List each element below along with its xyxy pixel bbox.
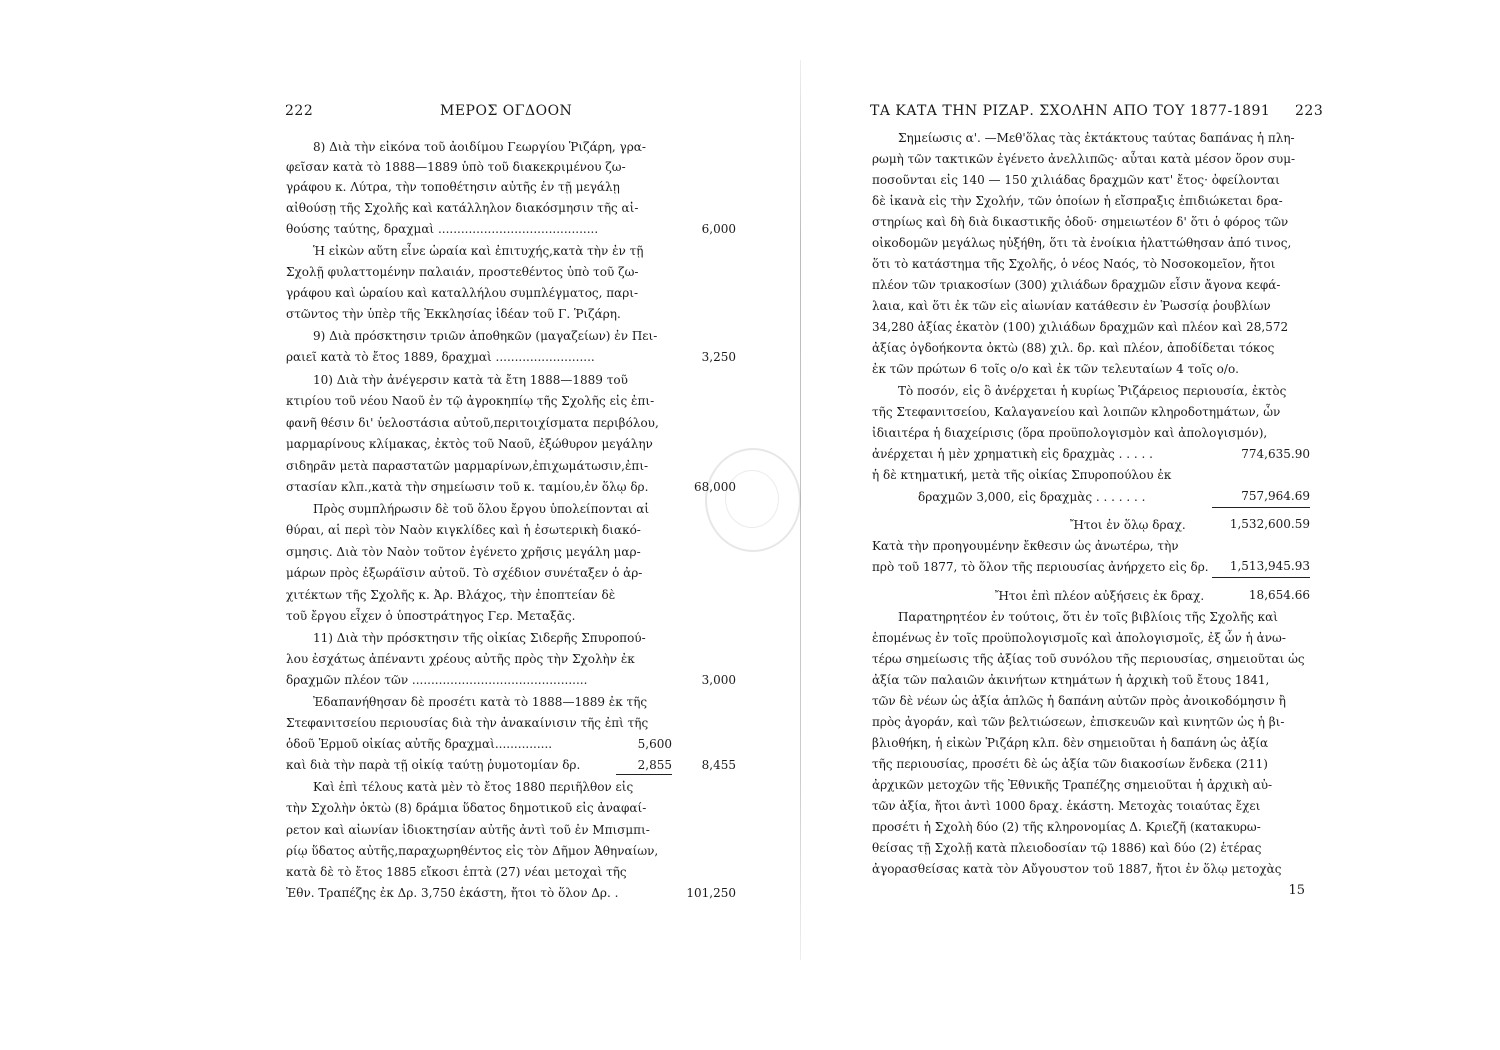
text-line: βλιοθήκη, ἡ εἰκὼν Ῥιζάρη κλπ. δὲν σημειοῦται ἡ δαπάνη ὡς ἀξία: [872, 736, 1269, 750]
text-line: θύραι, αἱ περὶ τὸν Ναὸν κιγκλίδες καὶ ἡ ἐσωτερικὴ διακό-: [286, 523, 641, 537]
text-line: 34,280 ἀξίας ἑκατὸν (100) χιλιάδων δραχμῶν καὶ πλέον καὶ 28,572: [872, 320, 1289, 334]
text-line: λαια, καὶ ὅτι ἐκ τῶν εἰς αἰωνίαν κατάθεσιν ἐν Ῥωσσίᾳ ῥουβλίων: [872, 299, 1271, 313]
sum-rule: [616, 774, 672, 775]
amount: 774,635.90: [1241, 447, 1310, 461]
text-line: Ἤτοι ἐν ὅλῳ δραχ.: [1070, 518, 1186, 532]
text-line: ρίῳ ὕδατος αὐτῆς,παραχωρηθέντος εἰς τὸν Δῆμον Ἀθηναίων,: [286, 844, 659, 858]
text-line: ἀγορασθείσας κατὰ τὸν Αὔγουστον τοῦ 1887, ἤτοι ἐν ὅλῳ μετοχὰς: [872, 862, 1282, 876]
text-line: σμησις. Διὰ τὸν Ναὸν τοῦτον ἐγένετο χρῆσις μεγάλη μαρ-: [286, 545, 641, 559]
text-line: τῶν δὲ νέων ὡς ἀξία ἁπλῶς ἡ δαπάνη αὐτῶν πρὸς ἀνοικοδόμησιν ἢ: [872, 694, 1286, 708]
left-running-head: ΜΕΡΟΣ ΟΓΔΟΟΝ: [440, 103, 573, 119]
text-line: ἰδιαιτέρα ἡ διαχείρισις (ὅρα προϋπολογισμὸν καὶ ἀπολογισμόν),: [872, 426, 1268, 440]
sum-rule: [1212, 577, 1310, 578]
right-page: [780, 0, 1500, 1050]
amount: 18,654.66: [1248, 588, 1310, 602]
sum-rule: [1212, 507, 1310, 508]
text-line: καὶ διὰ τὴν παρὰ τῇ οἰκίᾳ ταύτῃ ῥυμοτομίαν δρ.: [286, 758, 581, 772]
amount: 5,600: [637, 737, 672, 751]
amount: 6,000: [701, 222, 736, 236]
amount: 8,455: [701, 758, 736, 772]
text-line: Καὶ ἐπὶ τέλους κατὰ μὲν τὸ ἔτος 1880 περιῆλθον εἰς: [313, 780, 634, 794]
text-line: θούσης ταύτης, δραχμαὶ ..........................................: [286, 222, 599, 236]
text-line: γράφου καὶ ὡραίου καὶ καταλλήλου συμπλέγματος, παρι-: [286, 286, 639, 300]
text-line: δραχμῶν πλέον τῶν ..............................................: [286, 673, 588, 687]
text-line: μαρμαρίνους κλίμακας, ἐκτὸς τοῦ Ναοῦ, ἐξώθυρον μεγάλην: [286, 437, 653, 451]
text-line: σιδηρᾶν μετὰ παραστατῶν μαρμαρίνων,ἐπιχωμάτωσιν,ἐπι-: [286, 459, 649, 473]
text-line: κατὰ δὲ τὸ ἔτος 1885 εἴκοσι ἑπτὰ (27) νέαι μετοχαὶ τῆς: [286, 865, 627, 879]
text-line: στασίαν κλπ.,κατὰ τὴν σημείωσιν τοῦ κ. ταμίου,ἐν ὅλῳ δρ.: [286, 480, 649, 494]
text-line: πλέον τῶν τριακοσίων (300) χιλιάδων δραχμῶν εἶσιν ἄγονα κεφά-: [872, 278, 1281, 292]
text-line: Σχολῇ φυλαττομένην παλαιάν, προστεθέντος ὑπὸ τοῦ ζω-: [286, 265, 639, 279]
text-line: χιτέκτων τῆς Σχολῆς κ. Ἀρ. Βλάχος, τὴν ἐποπτείαν δὲ: [286, 588, 616, 602]
amount: 101,250: [686, 886, 736, 900]
text-line: ὁδοῦ Ἑρμοῦ οἰκίας αὐτῆς δραχμαὶ...............: [286, 737, 553, 751]
text-line: θείσας τῇ Σχολῇ κατὰ πλειοδοσίαν τῷ 1886) καὶ δύο (2) ἑτέρας: [872, 841, 1262, 855]
text-line: Σημείωσις α'. —Μεθ'ὅλας τὰς ἐκτάκτους ταύτας δαπάνας ἡ πλη-: [898, 131, 1295, 145]
text-line: μάρων πρὸς ἐξωράϊσιν αὐτοῦ. Τὸ σχέδιον συνέταξεν ὁ ἀρ-: [286, 566, 643, 580]
text-line: λου ἐσχάτως ἀπέναντι χρέους αὐτῆς πρὸς τὴν Σχολὴν ἐκ: [286, 652, 635, 666]
text-line: Στεφανιτσείου περιουσίας διὰ τὴν ἀνακαίνισιν τῆς ἐπὶ τῆς: [286, 716, 649, 730]
text-line: στηρίως καὶ δὴ διὰ δικαστικῆς ὁδοῦ· σημειωτέον δ' ὅτι ὁ φόρος τῶν: [872, 215, 1289, 229]
text-line: Ἐδαπανήθησαν δὲ προσέτι κατὰ τὸ 1888—1889 ἐκ τῆς: [313, 695, 648, 709]
text-line: ποσοῦνται εἰς 140 — 150 χιλιάδας δραχμῶν κατ' ἔτος· ὀφείλονται: [872, 173, 1280, 187]
text-line: ἐκ τῶν πρώτων 6 τοῖς ο/ο καὶ ἐκ τῶν τελευταίων 4 τοῖς ο/ο.: [872, 362, 1239, 376]
text-line: 9) Διὰ πρόσκτησιν τριῶν ἀποθηκῶν (μαγαζείων) ἐν Πει-: [313, 329, 658, 343]
text-line: δὲ ἱκανὰ εἰς τὴν Σχολήν, τῶν ὁποίων ἡ εἴσπραξις ἐπιδιώκεται δρα-: [872, 194, 1283, 208]
text-line: φεῖσαν κατὰ τὸ 1888—1889 ὑπὸ τοῦ διακεκριμένου ζω-: [286, 160, 626, 174]
text-line: Ἡ εἰκὼν αὕτη εἶνε ὡραία καὶ ἐπιτυχής,κατὰ τὴν ἐν τῇ: [313, 244, 644, 258]
text-line: φανῆ θέσιν δι' ὑελοστάσια αὐτοῦ,περιτοιχίσματα περιβόλου,: [286, 416, 659, 430]
text-line: στῶντος τὴν ὑπὲρ τῆς Ἐκκλησίας ἰδέαν τοῦ Γ. Ῥιζάρη.: [286, 307, 621, 321]
amount: 757,964.69: [1241, 489, 1310, 503]
text-line: ἀρχικῶν μετοχῶν τῆς Ἐθνικῆς Τραπέζης σημειοῦται ἡ ἀρχικὴ αὐ-: [872, 778, 1273, 792]
text-line: ὅτι τὸ κατάστημα τῆς Σχολῆς, ὁ νέος Ναός, τὸ Νοσοκομεῖον, ἤτοι: [872, 257, 1276, 271]
text-line: Κατὰ τὴν προηγουμένην ἔκθεσιν ὡς ἀνωτέρω, τὴν: [872, 539, 1179, 553]
text-line: ἡ δὲ κτηματική, μετὰ τῆς οἰκίας Σπυροπούλου ἐκ: [872, 468, 1172, 482]
text-line: ἀξίας ὀγδοήκοντα ὀκτὼ (88) χιλ. δρ. καὶ πλέον, ἀποδίδεται τόκος: [872, 341, 1275, 355]
amount: 3,000: [701, 673, 736, 687]
amount: 68,000: [694, 480, 736, 494]
text-line: προσέτι ἡ Σχολὴ δύο (2) τῆς κληρονομίας Δ. Κριεζῆ (κατακυρω-: [872, 820, 1261, 834]
right-page-number: 223: [1295, 103, 1324, 119]
text-line: Ἤτοι ἐπὶ πλέον αὐξήσεις ἐκ δραχ.: [995, 589, 1205, 603]
text-line: 11) Διὰ τὴν πρόσκτησιν τῆς οἰκίας Σιδερῆς Σπυροπού-: [313, 631, 646, 645]
text-line: τῆς Στεφανιτσείου, Καλαγανείου καὶ λοιπῶν κληροδοτημάτων, ὧν: [872, 405, 1281, 419]
amount: 1,532,600.59: [1229, 517, 1310, 531]
text-line: πρὸς ἀγοράν, καὶ τῶν βελτιώσεων, ἐπισκευῶν καὶ κινητῶν ὡς ἡ βι-: [872, 715, 1285, 729]
text-line: πρὸ τοῦ 1877, τὸ ὅλον τῆς περιουσίας ἀνήρχετο εἰς δρ.: [872, 560, 1209, 574]
text-line: τέρω σημείωσις τῆς ἀξίας τοῦ συνόλου τῆς περιουσίας, σημειοῦται ὡς: [872, 652, 1305, 666]
text-line: κτιρίου τοῦ νέου Ναοῦ ἐν τῷ ἀγροκηπίῳ τῆς Σχολῆς εἰς ἐπι-: [286, 394, 655, 408]
signature-mark: 15: [1288, 883, 1305, 898]
text-line: αἰθούσῃ τῆς Σχολῆς καὶ κατάλληλον διακόσμησιν τῆς αἰ-: [286, 201, 639, 215]
text-line: τῆς περιουσίας, προσέτι δὲ ὡς ἀξία τῶν διακοσίων ἕνδεκα (211): [872, 757, 1268, 771]
text-line: ρωμὴ τῶν τακτικῶν ἐγένετο ἀνελλιπῶς· αὗται κατὰ μέσον ὅρον συμ-: [872, 152, 1296, 166]
text-line: Ἐθν. Τραπέζης ἐκ Δρ. 3,750 ἑκάστη, ἤτοι τὸ ὅλον Δρ. .: [286, 886, 619, 900]
text-line: Τὸ ποσόν, εἰς ὃ ἀνέρχεται ἡ κυρίως Ῥιζάρειος περιουσία, ἐκτὸς: [898, 384, 1287, 398]
text-line: ρετον καὶ αἰωνίαν ἰδιοκτησίαν αὐτῆς ἀντὶ τοῦ ἐν Μπισμπι-: [286, 823, 650, 837]
text-line: τῶν ἀξία, ἤτοι ἀντὶ 1000 δραχ. ἑκάστη. Μετοχὰς τοιαύτας ἔχει: [872, 799, 1261, 813]
text-line: δραχμῶν 3,000, εἰς δραχμὰς . . . . . . .: [918, 490, 1146, 504]
text-line: Παρατηρητέον ἐν τούτοις, ὅτι ἐν τοῖς βιβλίοις τῆς Σχολῆς καὶ: [898, 610, 1278, 624]
text-line: 8) Διὰ τὴν εἰκόνα τοῦ ἀοιδίμου Γεωργίου Ῥιζάρη, γρα-: [313, 140, 646, 154]
text-line: Πρὸς συμπλήρωσιν δὲ τοῦ ὅλου ἔργου ὑπολείπονται αἱ: [313, 502, 650, 516]
text-line: 10) Διὰ τὴν ἀνέγερσιν κατὰ τὰ ἔτη 1888—1889 τοῦ: [313, 373, 628, 387]
right-running-head: ΤΑ ΚΑΤΑ ΤΗΝ ΡΙΖΑΡ. ΣΧΟΛΗΝ ΑΠΟ ΤΟΥ 1877-1891: [870, 103, 1271, 119]
text-line: ἀνέρχεται ἡ μὲν χρηματικὴ εἰς δραχμὰς . . . . .: [872, 447, 1153, 461]
text-line: ἑπομένως ἐν τοῖς προϋπολογισμοῖς καὶ ἀπολογισμοῖς, ἐξ ὧν ἡ ἀνω-: [872, 631, 1286, 645]
amount: 1,513,945.93: [1229, 559, 1310, 573]
text-line: τοῦ ἔργου εἶχεν ὁ ὑποστράτηγος Γερ. Μεταξᾶς.: [286, 609, 576, 623]
text-line: οἰκοδομῶν μεγάλως ηὐξήθη, ὅτι τὰ ἐνοίκια ἠλαττώθησαν ἀπό τινος,: [872, 236, 1292, 250]
text-line: ραιεῖ κατὰ τὸ ἔτος 1889, δραχμαὶ ..........................: [286, 350, 595, 364]
amount: 3,250: [701, 350, 736, 364]
text-line: τὴν Σχολὴν ὀκτὼ (8) δράμια ὕδατος δημοτικοῦ εἰς ἀναφαί-: [286, 801, 647, 815]
text-line: ἀξία τῶν παλαιῶν ἀκινήτων κτημάτων ἡ ἀρχικὴ τοῦ ἔτους 1841,: [872, 673, 1270, 687]
amount: 2,855: [637, 758, 672, 772]
left-page-number: 222: [285, 103, 314, 119]
text-line: γράφου κ. Λύτρα, τὴν τοποθέτησιν αὐτῆς ἐν τῇ μεγάλῃ: [286, 180, 620, 194]
